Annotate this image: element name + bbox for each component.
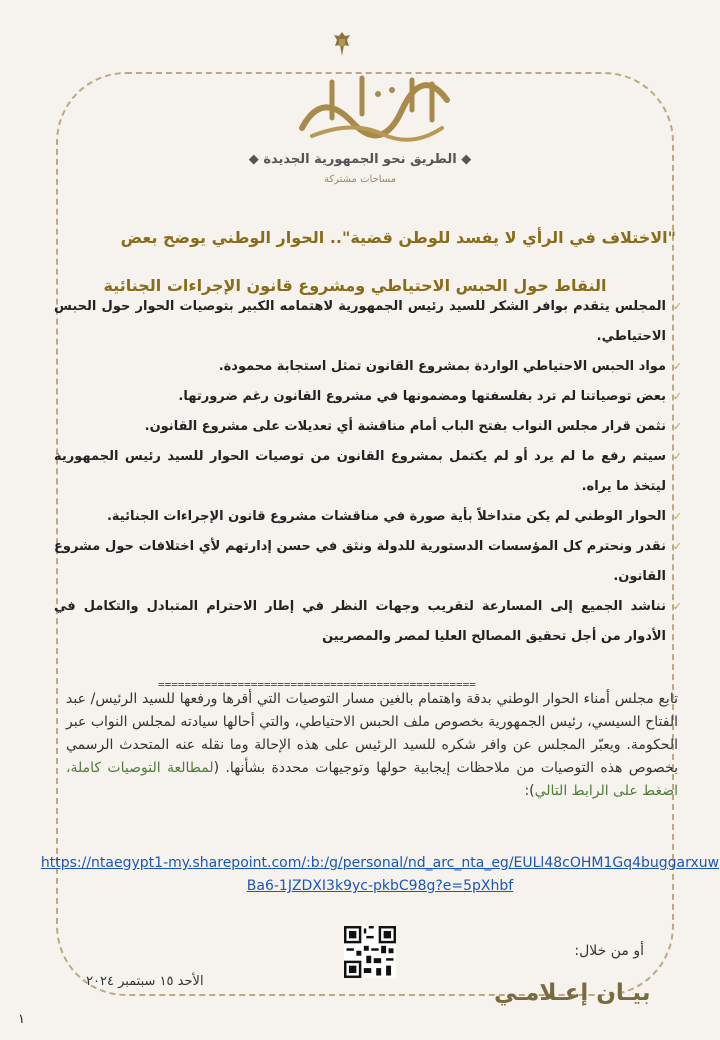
headline-line-2: النقاط حول الحبس الاحتياطي ومشروع قانون الإجراءات الجنائية <box>103 276 607 295</box>
national-dialogue-logo <box>282 70 462 152</box>
check-icon: ✓ <box>672 510 682 523</box>
svg-text:الحوار الوطني: الحوار الوطني <box>372 150 378 151</box>
key-points-list <box>54 292 682 652</box>
list-item: ✓ سيتم رفع ما لم يرد أو لم يكتمل بمشروع القانون من توصيات الحوار للسيد رئيس الجمهورية ليتخذ ما يراه. <box>54 442 682 502</box>
qr-code-icon[interactable] <box>344 926 396 978</box>
list-item: ✓ نقدر ونحترم كل المؤسسات الدستورية للدولة ونثق في حسن إدارتهم لأي اختلافات حول مشروع القانون. <box>54 532 682 592</box>
check-icon: ✓ <box>672 420 682 433</box>
recommendations-note: لمطالعة التوصيات كاملة، اضغط على الرابط التالي <box>66 760 678 799</box>
body-paragraph: تابع مجلس أمناء الحوار الوطني بدقة واهتمام بالغين مسار التوصيات التي أقرها ورفعها للسيد الرئيس/ عبد الفتاح السيسي، رئيس الجمهورية بخصوص ملف الحبس الاحتياطي، والتي أحالها سيادته لمجلس النواب عبر الحكومة. ويعبّر المجلس عن وافر شكره للسيد الرئيس على هذه الإحالة وما نقله عنه المتحدث الرسمي بخصوص هذه التوصيات من ملاحظات إيجابية حولها وتوجيهات محددة بشأنها. (لمطالعة التوصيات كاملة، اضغط على الرابط التالي): <box>66 691 679 799</box>
via-label: أو من خلال: <box>574 943 644 959</box>
check-icon: ✓ <box>672 600 682 613</box>
tagline: ◆ الطريق نحو الجمهورية الجديدة ◆ <box>248 152 472 167</box>
page-number: ١ <box>18 1012 25 1027</box>
eagle-emblem-icon <box>330 30 354 58</box>
sub-tagline: مساحات مشتركة <box>323 174 397 185</box>
list-item: ✓ بعض توصياتنا لم ترد بفلسفتها ومضمونها في مشروع القانون رغم ضرورتها. <box>54 382 682 412</box>
list-item: ✓ مواد الحبس الاحتياطي الواردة بمشروع القانون تمثل استجابة محمودة. <box>54 352 682 382</box>
recommendations-link[interactable]: https://ntaegypt1-my.sharepoint.com/:b:/g/personal/nd_arc_nta_eg/EULl48cOHM1Gq4buggarxuwBa6-1JZDXI3k9yc-pkbC98g?e=5pXhbf <box>40 855 720 894</box>
check-icon: ✓ <box>672 300 682 313</box>
list-item: ✓ نثمن قرار مجلس النواب بفتح الباب أمام مناقشة أي تعديلات على مشروع القانون. <box>54 412 682 442</box>
headline-line-1: "الاختلاف في الرأي لا يفسد للوطن قضية".. الحوار الوطني يوضح بعض <box>120 228 676 247</box>
release-date: الأحد ١٥ سبتمبر ٢٠٢٤ <box>86 974 204 989</box>
list-item: ✓ نناشد الجميع إلى المسارعة لتقريب وجهات النظر في إطار الاحترام المتبادل والتكامل في الأدوار من أجل تحقيق المصالح العليا لمصر والمصريين <box>54 592 682 652</box>
list-item: ✓ الحوار الوطني لم يكن متداخلاً بأية صورة في مناقشات مشروع قانون الإجراءات الجنائية. <box>54 502 682 532</box>
list-item: ✓ المجلس يتقدم بوافر الشكر للسيد رئيس الجمهورية لاهتمامه الكبير بتوصيات الحوار حول الحبس الاحتياطي. <box>54 292 682 352</box>
press-release-stamp: بيـان إعـلامـي <box>494 980 651 1006</box>
check-icon: ✓ <box>672 360 682 373</box>
separator-line: ================================================ <box>158 678 476 691</box>
check-icon: ✓ <box>672 450 682 463</box>
check-icon: ✓ <box>672 390 682 403</box>
check-icon: ✓ <box>672 540 682 553</box>
